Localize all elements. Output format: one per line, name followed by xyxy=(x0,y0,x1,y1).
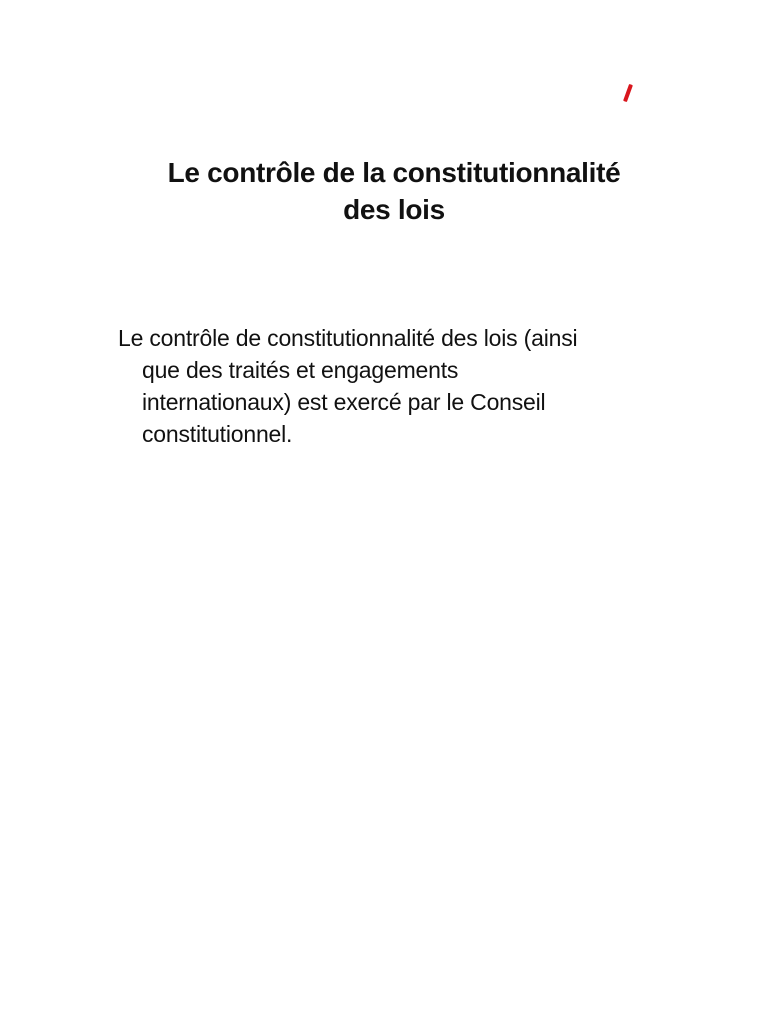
body-line: que des traités et engagements xyxy=(142,357,459,383)
body-line: internationaux) est exercé par le Conseil xyxy=(142,389,546,415)
red-pen-mark xyxy=(623,84,633,102)
body-line: Le contrôle de constitutionnalité des lois (ainsi xyxy=(118,325,578,351)
title-line: des lois xyxy=(343,194,445,225)
body-paragraph xyxy=(118,322,658,450)
title-line: Le contrôle de la constitutionnalité xyxy=(167,157,621,188)
page-title xyxy=(100,154,688,228)
body-line: constitutionnel. xyxy=(142,421,293,447)
